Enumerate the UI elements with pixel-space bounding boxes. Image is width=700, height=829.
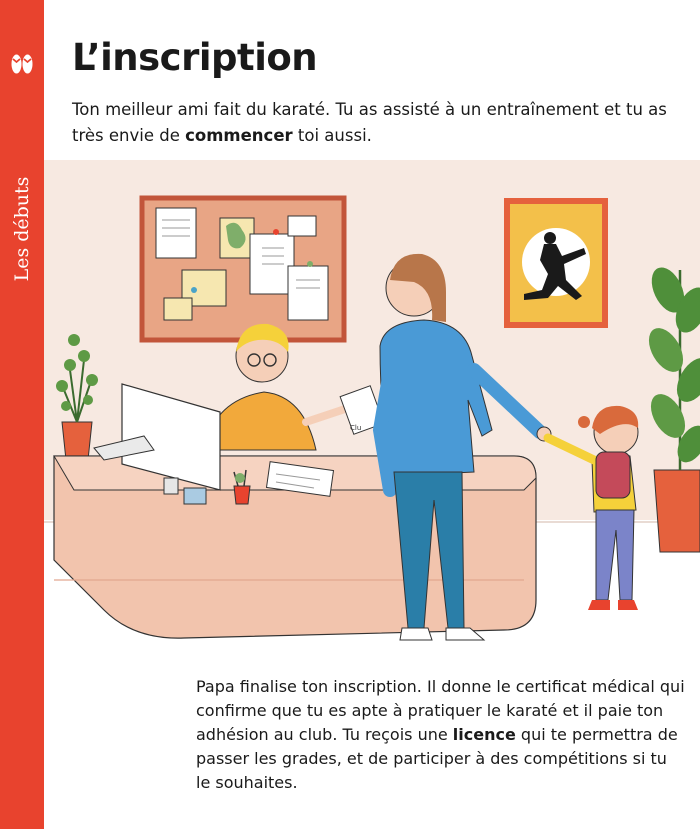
page-title: L’inscription	[72, 36, 318, 79]
paper-label: Clu	[350, 424, 362, 432]
bottom-text-1: Papa finalise ton inscription. Il donne le certificat médical qui confirme que tu es apte à pratiquer le karaté et il paie ton adhésion au club. Tu reçois une	[196, 677, 685, 744]
desk-box	[184, 488, 206, 504]
intro-text-2: toi aussi.	[292, 126, 372, 145]
intro-text-1: Ton meilleur ami fait du karaté. Tu as assisté à un entraînement et tu as très envie de	[72, 100, 667, 145]
karate-poster	[504, 198, 608, 328]
intro-paragraph	[72, 97, 672, 149]
flip-flops-icon	[7, 48, 37, 78]
corkboard	[142, 198, 344, 340]
bottom-bold-word: licence	[452, 725, 516, 744]
intro-bold-word: commencer	[185, 126, 293, 145]
bottom-paragraph	[196, 675, 686, 795]
registration-illustration	[44, 160, 700, 670]
bottom-text-2: qui te permettra de passer les grades, et de participer à des compétitions si tu le souhaites.	[196, 725, 678, 792]
chapter-label: Les débuts	[11, 176, 33, 282]
chapter-sidebar	[0, 0, 44, 829]
